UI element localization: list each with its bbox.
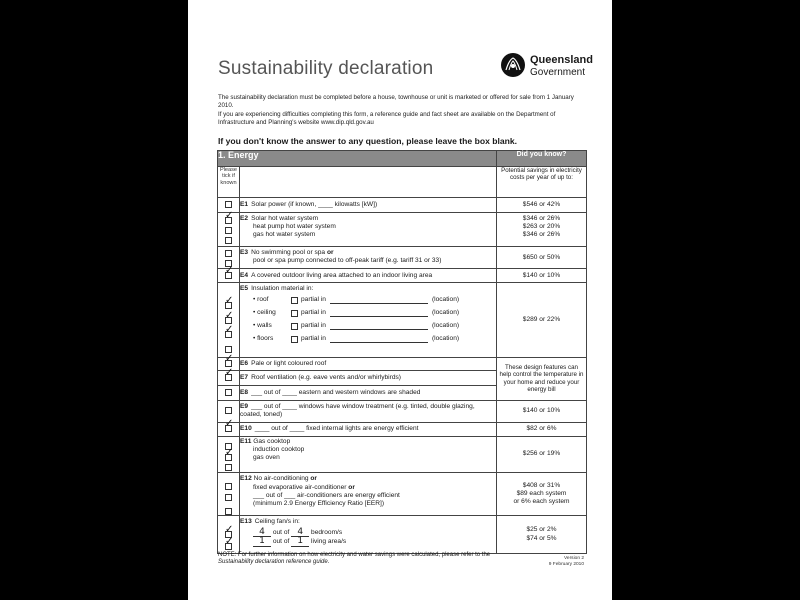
queensland-government-logo [500, 52, 600, 86]
savings-value: $650 or 50% [497, 247, 587, 269]
item-text: (minimum 2.9 Energy Efficiency Ratio [EER]) [253, 499, 385, 507]
item-text: Ceiling fan/s in: [254, 518, 300, 526]
checkbox-partial-ceiling[interactable] [291, 310, 298, 317]
checkbox-e13-living[interactable] [225, 543, 232, 550]
row-e13 [218, 516, 587, 554]
fan-total-living[interactable]: 1 [291, 537, 309, 546]
savings-value: $546 or 42% [497, 198, 587, 213]
reference-guide-title: Sustainability declaration reference guide. [218, 559, 330, 566]
did-you-know-header: Did you know? [497, 151, 587, 167]
insulation-row-roof: • roof partial in (location) [253, 295, 460, 303]
design-features-note: These design features can help control the temperature in your home and reduce your energy bill [497, 357, 587, 400]
savings-value: $25 or 2% [526, 526, 557, 534]
item-code: E4 [240, 271, 249, 279]
item-code: E3 [240, 249, 249, 256]
fan-count-living[interactable]: 1 [253, 537, 271, 546]
item-text: ___ out of ____ windows have window treatment (e.g. tinted, double glazing, coated, toned) [240, 402, 475, 418]
item-code: E5 [240, 285, 249, 293]
item-code: E1 [240, 200, 249, 208]
version-info: Version 2 9 February 2010 [548, 556, 584, 567]
intro-paragraph-1: The sustainability declaration must be completed before a house, townhouse or unit is marketed or offered for sale from 1 January 2010. [218, 94, 574, 109]
item-code: E13 [240, 518, 252, 526]
item-text: gas oven [253, 454, 280, 462]
row-e5 [218, 283, 587, 357]
item-code: E2 [240, 215, 249, 222]
savings-value: $408 or 31% [522, 481, 561, 489]
item-text: Solar power (if known, ____ kilowatts [kW]) [251, 200, 378, 208]
location-field[interactable] [330, 336, 428, 343]
item-text: fixed evaporative air-conditioner [253, 483, 349, 491]
location-field[interactable] [330, 310, 428, 317]
savings-value: $140 or 10% [497, 269, 587, 283]
page-title: Sustainability declaration [218, 58, 434, 79]
checkbox-e7[interactable] [225, 374, 232, 381]
checkbox-e2-solar[interactable] [225, 217, 232, 224]
item-text: Insulation material in: [251, 285, 314, 293]
insulation-row-walls: • walls partial in (location) [253, 321, 460, 329]
item-text: ___ out of ___ air-conditioners are energy efficient [253, 491, 400, 499]
savings-value: $256 or 19% [497, 436, 587, 473]
item-code: E11 [240, 437, 252, 445]
location-field[interactable] [330, 323, 428, 330]
logo-line1: Queensland [530, 54, 593, 66]
item-code: E8 [240, 388, 249, 396]
item-code: E9 [240, 402, 249, 410]
checkbox-e2-gas[interactable] [225, 237, 232, 244]
insulation-row-ceiling: • ceiling partial in (location) [253, 308, 460, 316]
savings-value: $82 or 6% [497, 422, 587, 436]
crest-icon [500, 52, 526, 78]
item-code: E10 [240, 425, 252, 433]
checkbox-e1[interactable] [225, 201, 232, 208]
item-text: A covered outdoor living area attached to an indoor living area [251, 271, 433, 279]
savings-value: $89 each system [516, 490, 567, 498]
item-code: E6 [240, 359, 249, 367]
row-e6 [218, 357, 587, 370]
item-text: No swimming pool or spa [251, 249, 327, 256]
row-e4 [218, 269, 587, 283]
checkbox-e6[interactable] [225, 360, 232, 367]
section-title: 1. Energy [218, 151, 497, 167]
savings-value: or 6% each system [513, 498, 570, 506]
fan-row-bedrooms: 4 out of 4 bedroom/s [240, 528, 496, 537]
checkbox-e3-no-pool[interactable] [225, 250, 232, 257]
item-text: Pale or light coloured roof [251, 359, 327, 367]
item-text: gas hot water system [253, 231, 316, 239]
fan-count-bedrooms[interactable]: 4 [253, 528, 271, 537]
checkbox-e4[interactable] [225, 272, 232, 279]
checkbox-e5-walls[interactable] [225, 331, 232, 338]
item-text: pool or spa pump connected to off-peak tariff (e.g. tariff 31 or 33) [253, 257, 442, 265]
checkbox-partial-floors[interactable] [291, 336, 298, 343]
checkbox-e10[interactable] [225, 425, 232, 432]
checkbox-e8[interactable] [225, 389, 232, 396]
savings-value: $289 or 22% [497, 283, 587, 357]
item-code: E12 [240, 475, 252, 483]
fan-row-living: 1 out of 1 living area/s [240, 537, 496, 546]
checkbox-e11-induction[interactable] [225, 454, 232, 461]
row-e2 [218, 213, 587, 247]
item-text: No air-conditioning [253, 475, 311, 483]
form-page [188, 0, 612, 600]
checkbox-e9[interactable] [225, 407, 232, 414]
footer-note: NOTE: For further information on how electricity and water savings were calculated, please refer to the Sustainability declaration reference guide. [218, 552, 491, 566]
item-text: Gas cooktop [253, 437, 291, 445]
location-field[interactable] [330, 297, 428, 304]
row-e3 [218, 247, 587, 269]
blank-answer-note: If you don't know the answer to any question, please leave the box blank. [218, 136, 518, 146]
checkbox-e12-evaporative[interactable] [225, 494, 232, 501]
row-e1 [218, 198, 587, 213]
insulation-row-floors: • floors partial in (location) [253, 334, 460, 342]
row-e9 [218, 400, 587, 422]
checkbox-e2-heat-pump[interactable] [225, 227, 232, 234]
energy-table [217, 150, 587, 554]
savings-value: $346 or 26% [522, 231, 561, 239]
checkbox-e5-floors[interactable] [225, 346, 232, 353]
item-text: ____ out of ____ fixed internal lights are energy efficient [254, 425, 419, 433]
row-e11 [218, 436, 587, 473]
savings-column-header: Potential savings in electricity costs per year of up to: [497, 167, 587, 198]
intro-paragraph-2: If you are experiencing difficulties completing this form, a reference guide and fact sheet are available on the Department of Infrastructure and Planning's website www.dip.qld.gov.au [218, 111, 556, 126]
checkbox-e12-no-ac[interactable] [225, 483, 232, 490]
savings-value: $263 or 20% [522, 223, 561, 231]
row-e10 [218, 422, 587, 436]
item-code: E7 [240, 373, 249, 381]
item-text: induction cooktop [253, 445, 305, 453]
item-text: ___ out of ____ eastern and western windows are shaded [251, 388, 421, 396]
savings-value: $74 or 5% [526, 534, 557, 542]
checkbox-partial-walls[interactable] [291, 323, 298, 330]
checkbox-e12-efficient[interactable] [225, 508, 232, 515]
tick-column-header: Please tick if known [218, 167, 240, 198]
item-text: Roof ventilation (e.g. eave vents and/or whirlybirds) [251, 373, 401, 381]
savings-value: $346 or 26% [522, 215, 561, 222]
row-e12: E12 No air-conditioning or fixed evaporative air-conditioner or ___ out of ___ air-conditioners are energy efficient (minimum 2.9 Energy Efficiency Ratio [EER]) $408 or 31% $89 each system or 6% each system [218, 473, 587, 516]
item-text: or [326, 249, 334, 256]
savings-value: $140 or 10% [497, 400, 587, 422]
checkbox-e5-ceiling[interactable] [225, 317, 232, 324]
item-text: Solar hot water system [251, 215, 319, 222]
checkbox-partial-roof[interactable] [291, 297, 298, 304]
logo-line2: Government [530, 67, 586, 78]
fan-total-bedrooms[interactable]: 4 [291, 528, 309, 537]
item-text: heat pump hot water system [253, 223, 336, 231]
checkbox-e11-gas-oven[interactable] [225, 464, 232, 471]
checkbox-e5-roof[interactable] [225, 302, 232, 309]
